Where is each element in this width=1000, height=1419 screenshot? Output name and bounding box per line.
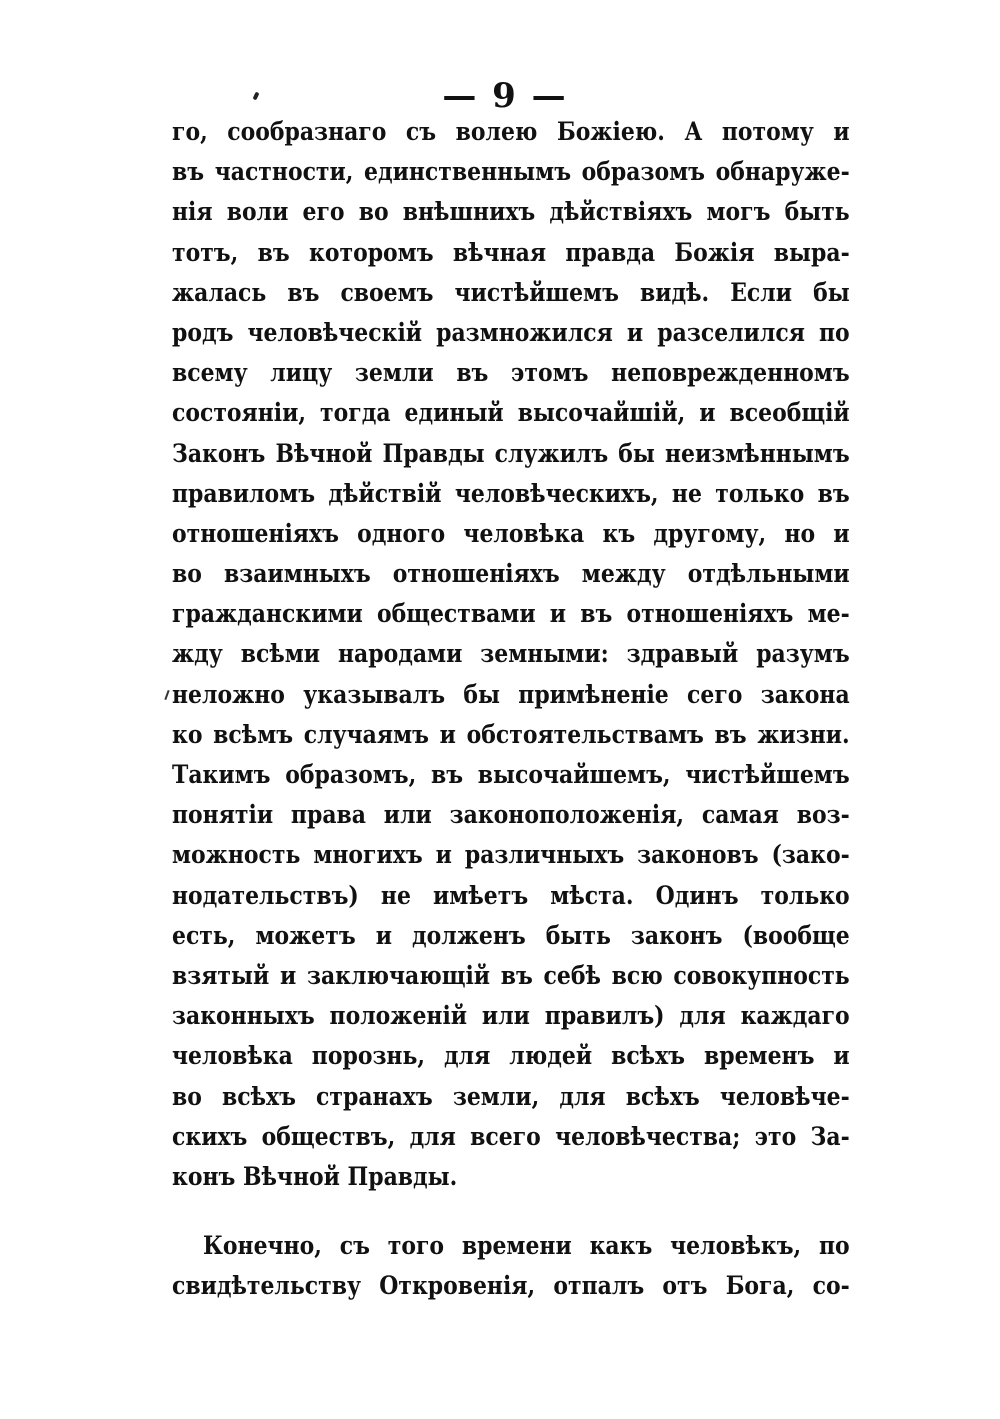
- text-line: человѣка порознь, для людей всѣхъ временъ и: [172, 1041, 850, 1072]
- text-line: можность многихъ и различныхъ законовъ (зако-: [172, 840, 850, 871]
- text-line: состояніи, тогда единый высочайшій, и всеобщій: [172, 398, 850, 429]
- text-line: жалась въ своемъ чистѣйшемъ видѣ. Если бы: [172, 277, 850, 308]
- page-number: — 9 —: [442, 76, 568, 116]
- text-line: законныхъ положеній или правилъ) для каждаго: [172, 1001, 850, 1032]
- text-line: отношеніяхъ одного человѣка къ другому, но и: [172, 518, 850, 549]
- text-line: жду всѣми народами земными: здравый разумъ: [172, 639, 850, 670]
- paragraph: [172, 112, 850, 1197]
- print-speck-mark: [164, 690, 169, 700]
- text-line: ко всѣмъ случаямъ и обстоятельствамъ въ жизни.: [172, 719, 850, 750]
- text-line: есть, можетъ и долженъ быть законъ (вообще: [172, 920, 850, 951]
- print-speck-mark: [252, 92, 259, 101]
- text-line: Конечно, съ того времени какъ человѣкъ, по: [202, 1231, 850, 1261]
- text-line: конъ Вѣчной Правды.: [172, 1161, 458, 1192]
- text-line: всему лицу земли въ этомъ неповрежденномъ: [172, 358, 850, 389]
- text-line: понятіи права или законоположенія, самая воз-: [172, 800, 850, 831]
- text-line: во всѣхъ странахъ земли, для всѣхъ человѣче-: [172, 1081, 850, 1112]
- text-line: неложно указывалъ бы примѣненіе сего закона: [172, 679, 850, 710]
- text-line: гражданскими обществами и въ отношеніяхъ ме-: [172, 599, 850, 630]
- text-line: скихъ обществъ, для всего человѣчества; это За-: [172, 1121, 850, 1152]
- text-line: взятый и заключающій въ себѣ всю совокупность: [172, 960, 850, 991]
- text-line: свидѣтельству Откровенія, отпалъ отъ Бога, со-: [172, 1271, 850, 1302]
- text-line: въ частности, единственнымъ образомъ обнаруже-: [172, 157, 850, 188]
- text-line: правиломъ дѣйствій человѣческихъ, не только въ: [172, 478, 850, 509]
- text-line: родъ человѣческій размножился и разселился по: [172, 317, 850, 348]
- text-line: Законъ Вѣчной Правды служилъ бы неизмѣннымъ: [172, 438, 850, 469]
- text-line: во взаимныхъ отношеніяхъ между отдѣльными: [172, 559, 850, 590]
- text-line: тотъ, въ которомъ вѣчная правда Божія выра-: [172, 237, 850, 268]
- text-line: нія воли его во внѣшнихъ дѣйствіяхъ могъ быть: [172, 197, 850, 228]
- paragraph: [172, 1226, 850, 1306]
- text-line: Такимъ образомъ, въ высочайшемъ, чистѣйшемъ: [172, 760, 850, 790]
- text-line: го, сообразнаго съ волею Божіею. А потому и: [172, 117, 850, 147]
- text-line: нодательствъ) не имѣетъ мѣста. Одинъ только: [172, 880, 850, 911]
